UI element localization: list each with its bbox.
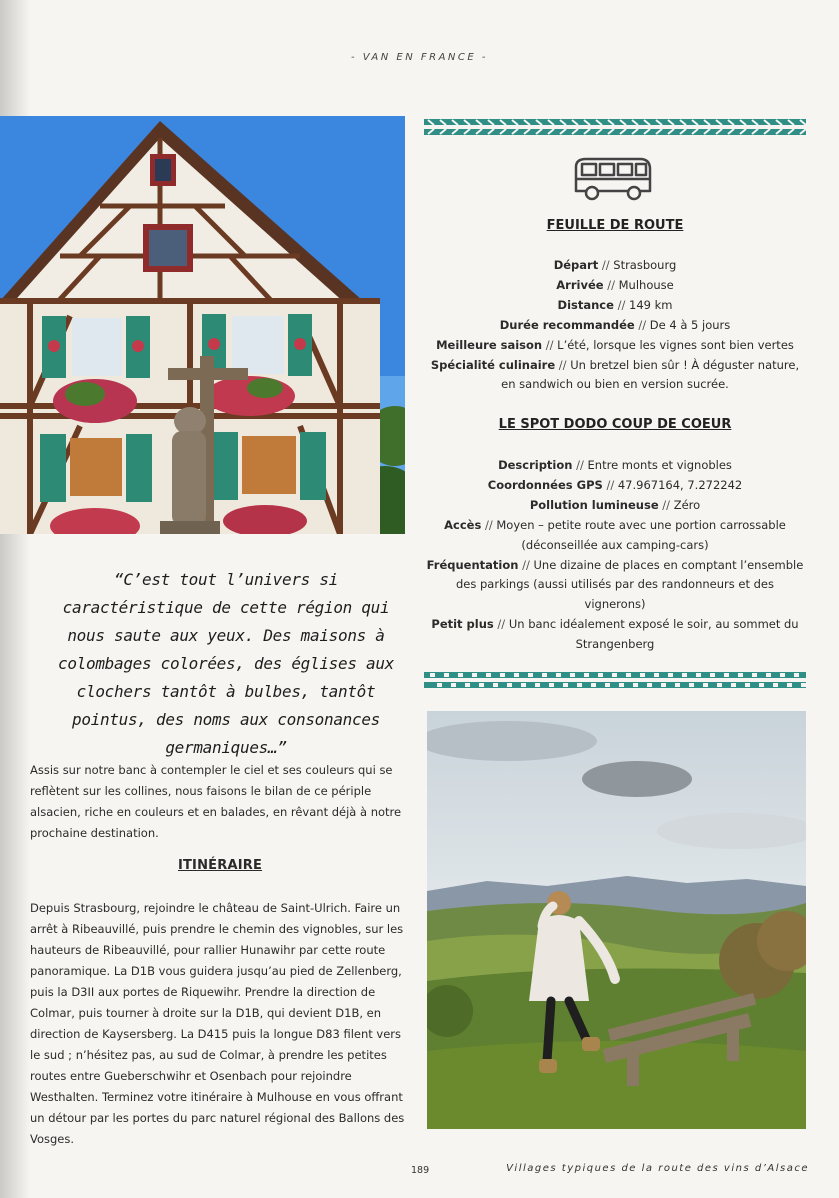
roadmap-item-depart: Départ // Strasbourg xyxy=(553,258,677,272)
photo-hiker-on-bench xyxy=(427,711,806,1129)
spot-item-frequentation: Fréquentation // Une dizaine de places en comptant l’ensemble des parkings (aussi utilisés par des randonneurs et des vignerons) xyxy=(426,557,804,612)
spot-heading: LE SPOT DODO COUP DE COEUR xyxy=(498,417,732,432)
photo-half-timbered-house xyxy=(0,116,405,534)
itinerary-paragraph: Depuis Strasbourg, rejoindre le château de Saint-Ulrich. Faire un arrêt à Ribeauvillé, puis prendre le chemin des vignobles, sur les hauteurs de Ribeauvillé, pour rallier Hunawihr par cette route panoramique. La D1B vous guidera jusqu’au pied de Zellenberg, puis la D3II aux portes de Riquewihr. Prendre la direction de Colmar, puis tourner à droite sur la D1B, qui devient D1B, en direction de Kaysersberg. La D415 puis la longue D83 filent vers le sud ; n’hésitez pas, au sud de Colmar, à prendre les petites routes entre Gueberschwihr et Osenbach pour rejoindre Westhalten. Terminez votre itinéraire à Mulhouse en vous offrant un détour par les portes du parc naturel régional des Ballons des Vosges. xyxy=(30,901,405,1146)
page-number: 189 xyxy=(411,1165,430,1176)
intro-paragraph: Assis sur notre banc à contempler le ciel et ses couleurs qui se reflètent sur les collines, nous faisons le bilan de ce périple alsacien, riche en couleurs et en balades, en rêvant déjà à notre prochaine destination. xyxy=(30,763,402,840)
spot-item-pollution: Pollution lumineuse // Zéro xyxy=(529,497,701,512)
pull-quote: “C’est tout l’univers si caractéristique de cette région qui nous saute aux yeux. Des maisons à colombages colorées, des églises aux clochers tantôt à bulbes, tantôt pointus, des noms aux consonances germaniques…” xyxy=(58,570,394,757)
roadmap-item-specialite: Spécialité culinaire // Un bretzel bien sûr ! À déguster nature, en sandwich ou bien en version sucrée. xyxy=(430,357,800,392)
spot-item-petit-plus: Petit plus // Un banc idéalement exposé le soir, au sommet du Strangenberg xyxy=(431,617,799,652)
spot-list xyxy=(424,456,806,655)
roadmap-list xyxy=(424,256,806,395)
van-icon xyxy=(570,155,654,203)
roadmap-item-arrivee: Arrivée // Mulhouse xyxy=(556,277,674,292)
footer-caption: Villages typiques de la route des vins d’Alsace xyxy=(506,1163,809,1174)
decorative-band-top xyxy=(424,117,806,137)
spot-item-acces: Accès // Moyen – petite route avec une portion carrossable (déconseillée aux camping-cars) xyxy=(444,517,786,552)
spot-item-gps: Coordonnées GPS // 47.967164, 7.272242 xyxy=(487,477,743,492)
spot-item-description: Description // Entre monts et vignobles xyxy=(498,458,732,472)
roadmap-item-saison: Meilleure saison // L’été, lorsque les vignes sont bien vertes xyxy=(436,337,794,352)
decorative-band-middle xyxy=(424,670,806,690)
roadmap-item-duree: Durée recommandée // De 4 à 5 jours xyxy=(499,317,731,332)
roadmap-heading: FEUILLE DE ROUTE xyxy=(546,218,684,233)
itinerary-heading: ITINÉRAIRE xyxy=(177,858,263,873)
running-header: - VAN EN FRANCE - xyxy=(350,52,489,63)
roadmap-item-distance: Distance // 149 km xyxy=(557,297,673,312)
